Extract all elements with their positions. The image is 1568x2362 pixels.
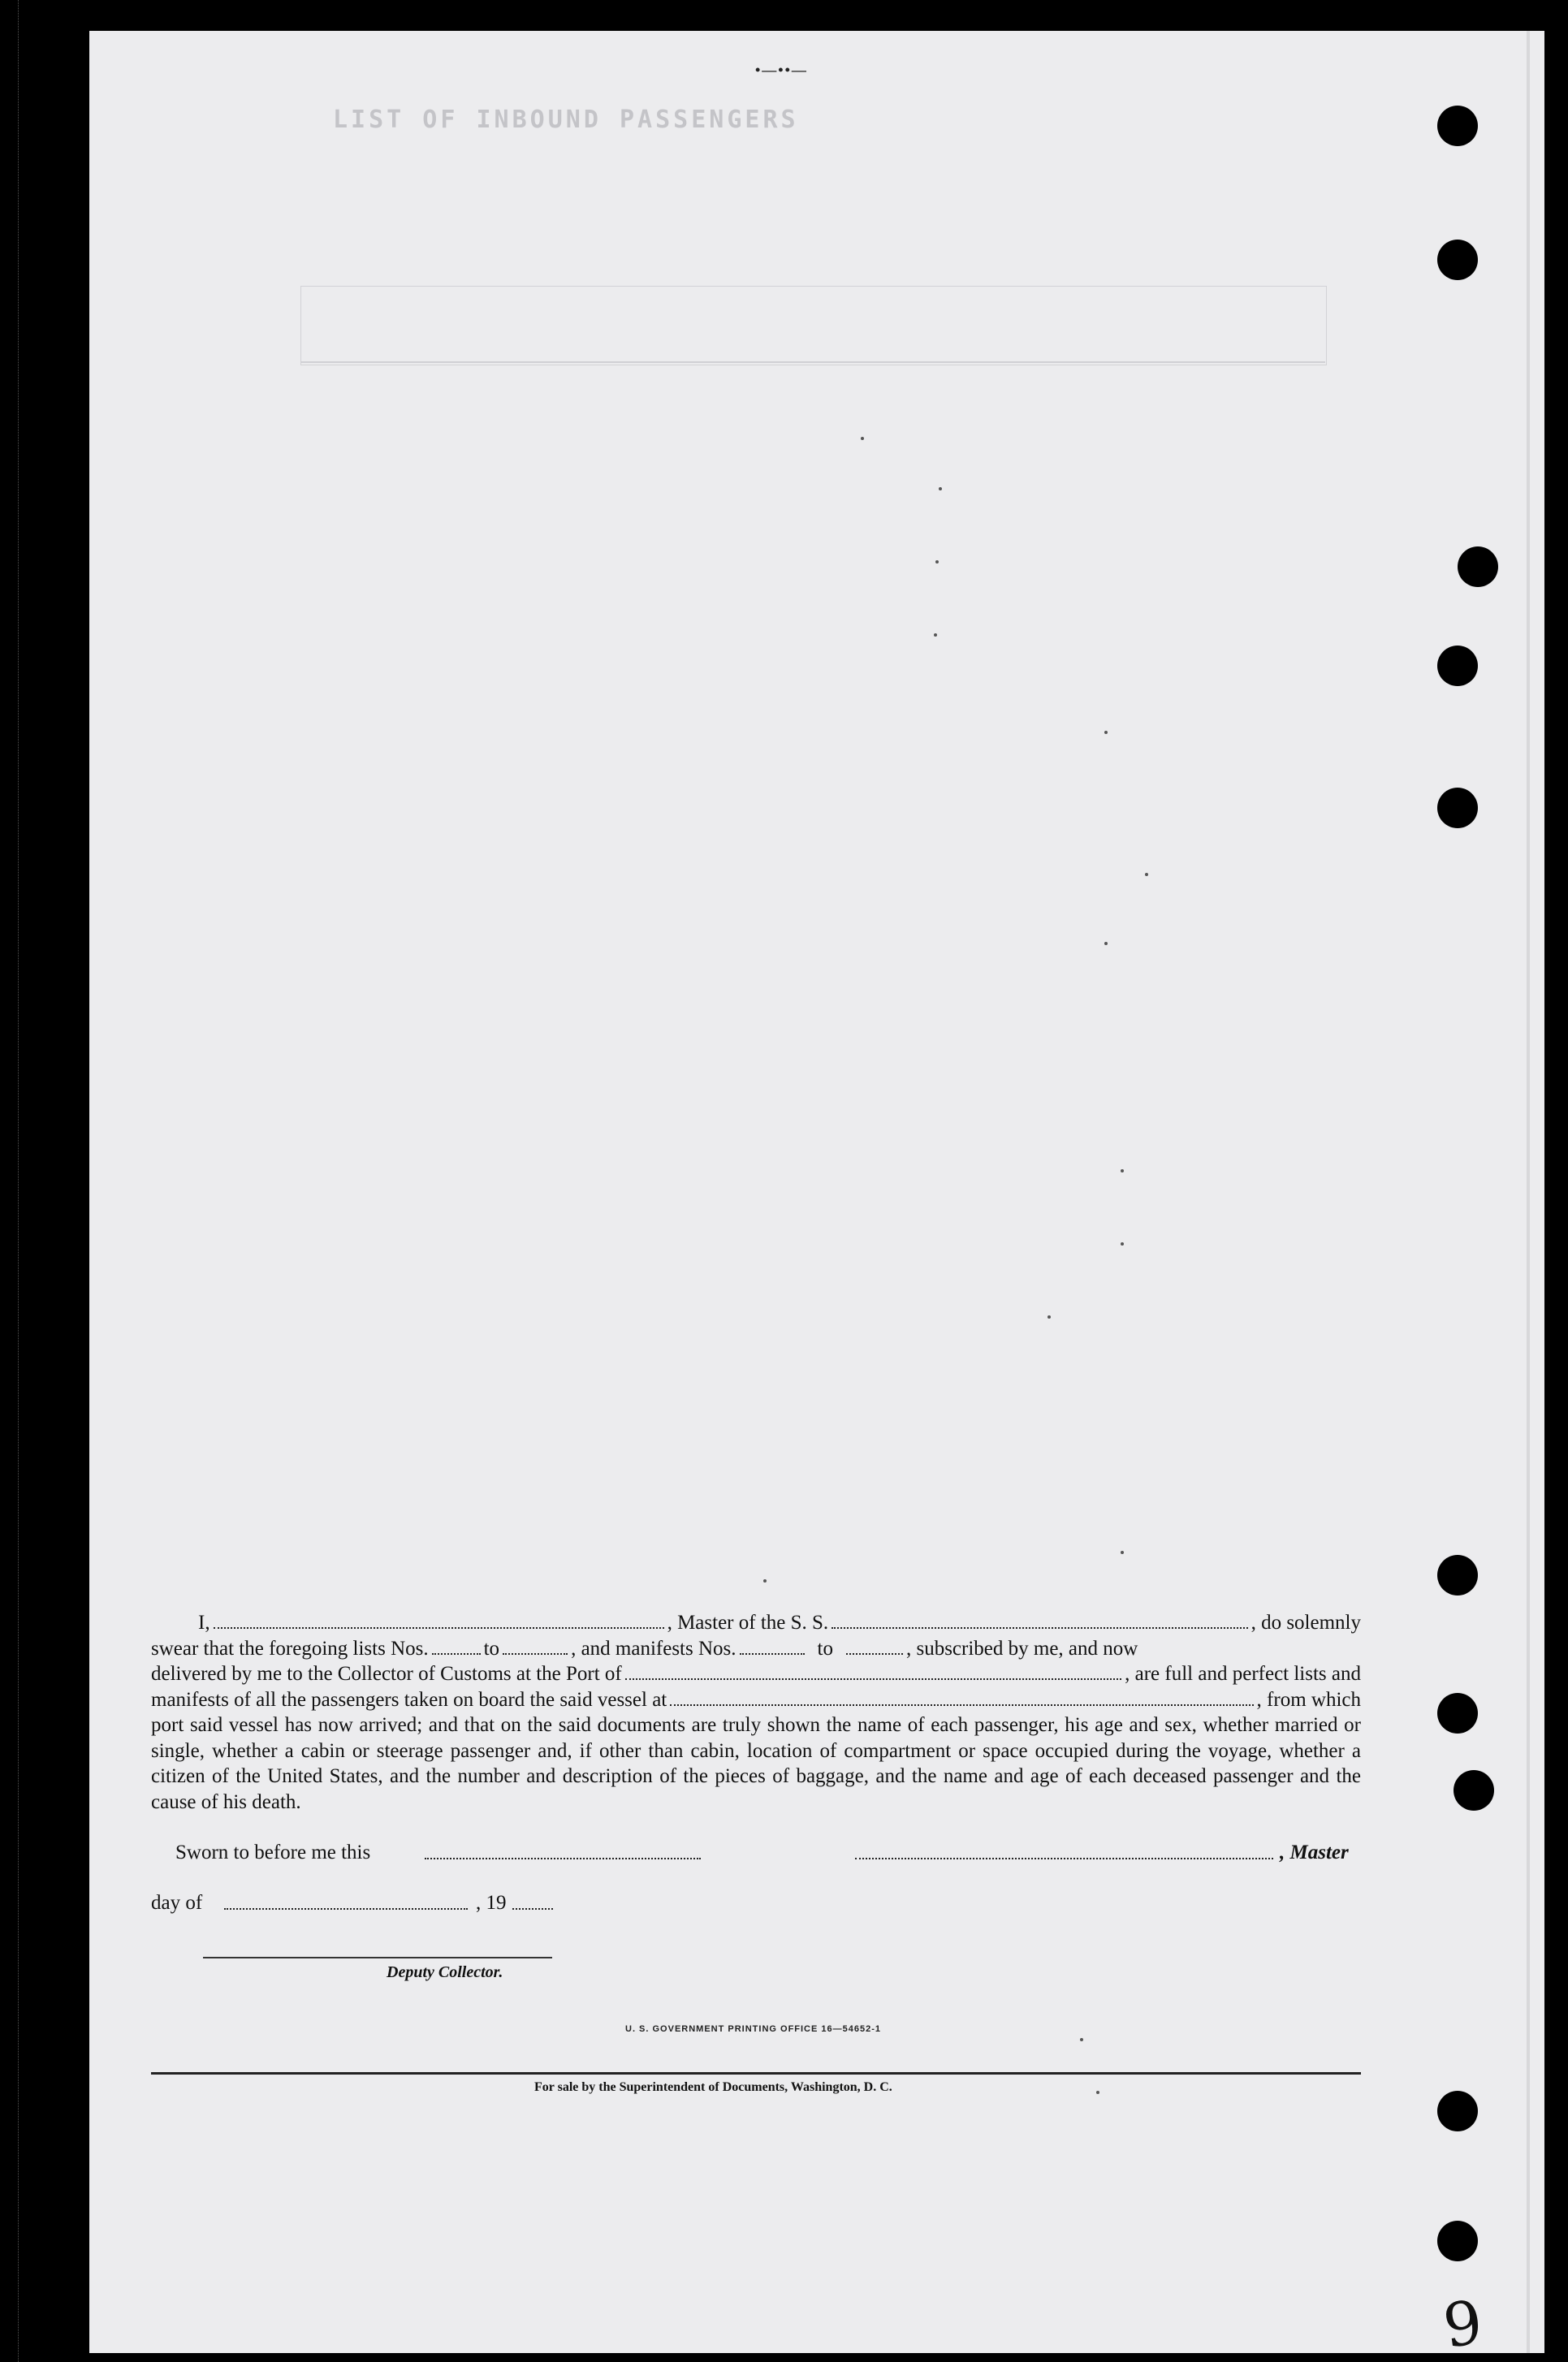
- and-manifests-text: , and manifests Nos.: [571, 1637, 736, 1660]
- day-of-label: day of: [151, 1892, 203, 1914]
- punch-hole: [1437, 788, 1478, 828]
- manifests-from-blank: [740, 1639, 805, 1655]
- manifests-of-text: manifests of all the passengers taken on board the said vessel at: [151, 1688, 667, 1711]
- scan-speck: [934, 633, 937, 637]
- oath-line-1: [151, 1610, 1361, 1636]
- punch-hole: [1437, 240, 1478, 280]
- sworn-date-blank: [425, 1858, 701, 1859]
- master-of-text: , Master of the S. S.: [667, 1612, 829, 1634]
- sworn-label: Sworn to before me this: [175, 1842, 371, 1863]
- day-of-blank: [224, 1908, 468, 1910]
- from-which-text: , from which: [1256, 1688, 1361, 1711]
- scan-speck: [935, 560, 939, 564]
- scan-speck: [939, 487, 942, 490]
- delivered-text: delivered by me to the Collector of Customs at the Port of: [151, 1663, 622, 1685]
- ghost-list-title: LIST OF INBOUND PASSENGERS: [333, 106, 799, 134]
- punch-hole: [1437, 646, 1478, 686]
- scan-speck: [1096, 2091, 1099, 2094]
- oath-line-4: [151, 1687, 1361, 1713]
- for-sale-note: For sale by the Superintendent of Documents, Washington, D. C.: [534, 2080, 892, 2094]
- scan-speck: [861, 437, 864, 440]
- punch-hole: [1437, 1693, 1478, 1734]
- lists-from-blank: [432, 1639, 481, 1655]
- page-top-mark: •—••—: [755, 62, 808, 78]
- oath-paragraph: [151, 1610, 1361, 1815]
- ship-name-blank: [832, 1613, 1247, 1629]
- punch-hole: [1458, 546, 1498, 587]
- sheet-edge: [1527, 31, 1530, 2353]
- footer-rule: [151, 2072, 1361, 2075]
- ghost-header-rule: [300, 361, 1325, 363]
- scan-speck: [1145, 873, 1148, 876]
- scan-speck: [1080, 2038, 1083, 2041]
- year-prefix: , 19: [476, 1892, 507, 1914]
- punch-hole: [1437, 106, 1478, 146]
- scan-speck: [1104, 942, 1108, 945]
- gpo-imprint: U. S. GOVERNMENT PRINTING OFFICE 16—54652-1: [625, 2024, 882, 2034]
- deputy-collector-label: Deputy Collector.: [387, 1963, 503, 1981]
- lists-to-blank: [503, 1639, 568, 1655]
- oath-opening: I,: [198, 1612, 210, 1634]
- full-perfect-text: , are full and perfect lists and: [1125, 1663, 1361, 1685]
- to-text-1: to: [483, 1637, 500, 1660]
- oath-line-2: [151, 1636, 1361, 1662]
- scan-speck: [1104, 731, 1108, 734]
- oath-line-3: [151, 1661, 1361, 1687]
- year-blank: [512, 1908, 553, 1910]
- scan-margin-line: [18, 0, 19, 2362]
- handwritten-page-number: 9: [1439, 2287, 1487, 2362]
- scan-speck: [1121, 1242, 1124, 1246]
- do-solemnly-text: , do solemnly: [1251, 1612, 1361, 1634]
- oath-body-text: port said vessel has now arrived; and that on the said documents are truly shown the name of each passenger, his age and sex, whether married or single, whether a cabin or steerage passenger and, if other than cabin, location of compartment or space occupied during the voyage, whether a citizen of the United States, and the number and description of the pieces of baggage, and the name and age of each deceased passenger and the cause of his death.: [151, 1714, 1361, 1813]
- subscribed-text: , subscribed by me, and now: [905, 1637, 1138, 1660]
- deputy-signature-line: [203, 1957, 552, 1958]
- manifests-to-blank: [846, 1639, 903, 1655]
- master-signature-blank: [855, 1858, 1273, 1859]
- to-text-2: to: [817, 1637, 833, 1660]
- punch-hole: [1437, 2091, 1478, 2131]
- vessel-at-blank: [670, 1690, 1253, 1706]
- scan-speck: [763, 1579, 767, 1583]
- punch-hole: [1454, 1770, 1494, 1811]
- scan-speck: [1047, 1315, 1051, 1319]
- document-sheet: [89, 31, 1544, 2353]
- name-of-master-blank: [214, 1613, 664, 1629]
- master-label: , Master: [1280, 1842, 1349, 1863]
- punch-hole: [1437, 1555, 1478, 1596]
- port-of-blank: [625, 1664, 1121, 1680]
- scan-speck: [1121, 1551, 1124, 1554]
- scan-speck: [1121, 1169, 1124, 1172]
- punch-hole: [1437, 2221, 1478, 2261]
- swear-lists-text: swear that the foregoing lists Nos.: [151, 1637, 429, 1660]
- ghost-header-box: [300, 286, 1327, 365]
